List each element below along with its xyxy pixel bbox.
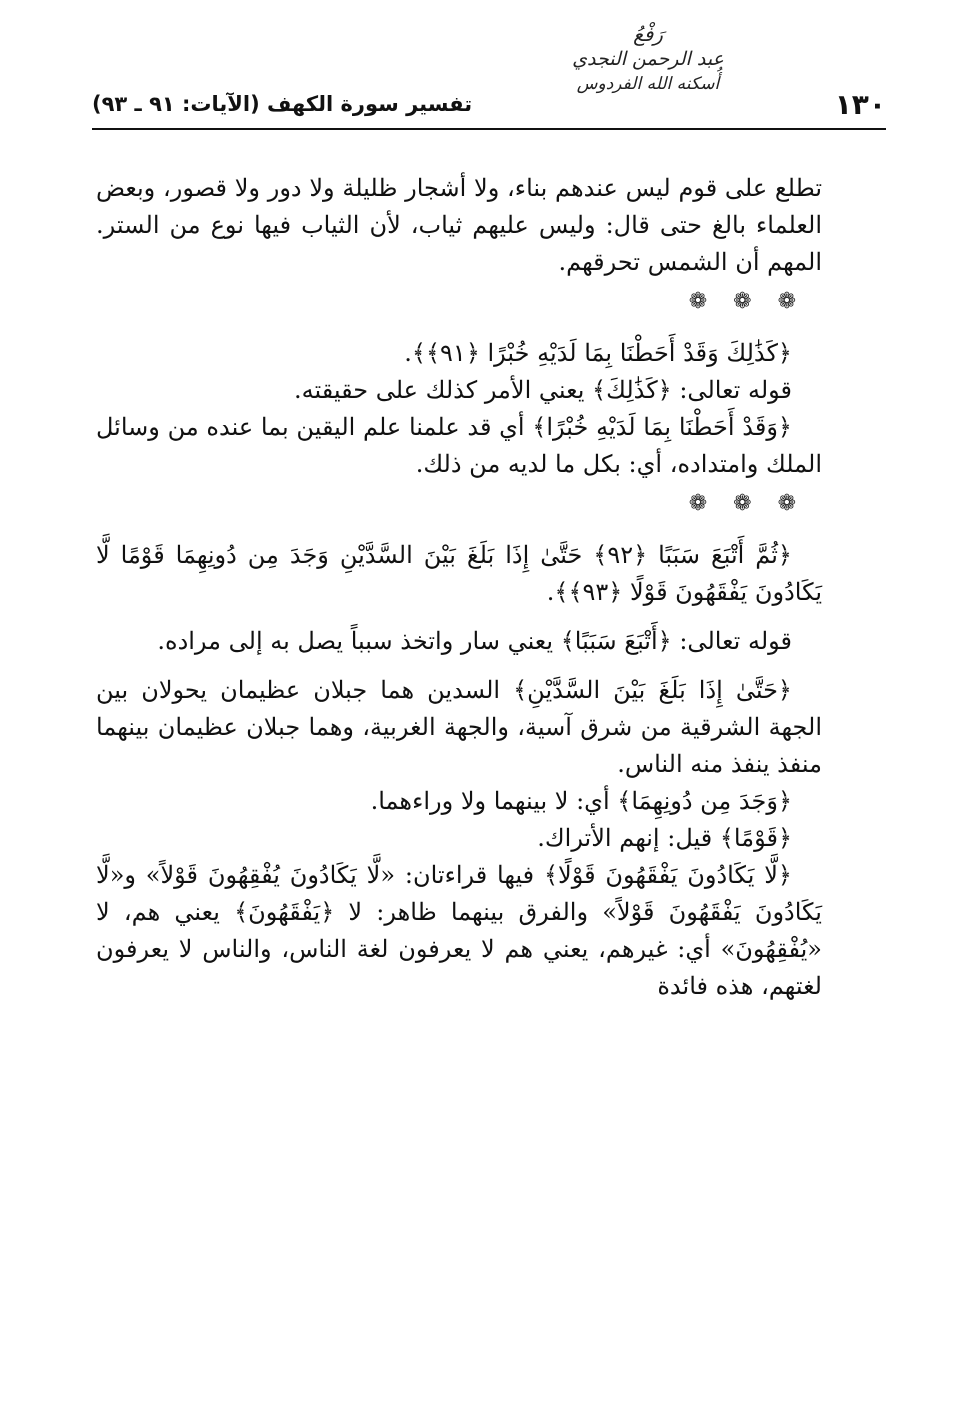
divider-ornament-icon: ❁ — [688, 491, 734, 516]
paragraph-6: ﴿وَجَدَ مِن دُونِهِمَا﴾ أي: لا بينهما ولا وراءهما. — [370, 787, 792, 815]
stamp-line-2: عبد الرحمن النجدي — [572, 48, 724, 70]
paragraph-8: ﴿لَّا يَكَادُونَ يَفْقَهُونَ قَوْلًا﴾ فيها قراءتان: «لَّا يَكَادُونَ يُفْقِهُونَ قَوْلاً» و«لَّا يَكَادُونَ يَفْقَهُونَ قَوْلاً» والفرق بينهما ظاهر: لا ﴿يَفْقَهُونَ﴾ يعني هم، لا «يُفْقِهُونَ» أي: غيرهم، يعني هم لا يعرفون لغة الناس، والناس لا يعرفون لغتهم، هذه فائدة — [96, 861, 822, 1000]
paragraph-4: قوله تعالى: ﴿أَتْبَعَ سَبَبًا﴾ يعني سار واتخذ سبباً يصل به إلى مراده. — [157, 627, 792, 655]
stamp-line-3: أُسكنه الله الفردوس — [576, 74, 720, 94]
verse-91: ﴿كَذَٰلِكَ وَقَدْ أَحَطْنَا بِمَا لَدَيْهِ خُبْرًا ﴿٩١﴾﴾. — [404, 339, 792, 367]
divider-ornament-icon: ❁ — [777, 491, 822, 516]
divider-ornament-icon: ❁ — [688, 289, 734, 314]
verse-92-93: ﴿ثُمَّ أَتْبَعَ سَبَبًا ﴿٩٢﴾ حَتَّىٰ إِذَا بَلَغَ بَيْنَ السَّدَّيْنِ وَجَدَ مِن دُونِهِمَا قَوْمًا لَّا يَكَادُونَ يَفْقَهُونَ قَوْلًا ﴿٩٣﴾﴾. — [96, 541, 822, 606]
running-title: تفسير سورة الكهف (الآيات: ٩١ ـ ٩٣) — [92, 92, 473, 116]
paragraph-1: تطلع على قوم ليس عندهم بناء، ولا أشجار ظليلة ولا دور ولا قصور، وبعض العلماء بالغ حتى قال: وليس عليهم ثياب، لأن الثياب فيها نوع من الستر. المهم أن الشمس تحرقهم. — [96, 174, 822, 276]
stamp-line-1: رَفْعُ — [633, 22, 663, 46]
paragraph-3: ﴿وَقَدْ أَحَطْنَا بِمَا لَدَيْهِ خُبْرًا﴾ أي قد علمنا علم اليقين بما عنده من وسائل الملك وامتداده، أي: بكل ما لديه من ذلك. — [96, 413, 822, 478]
paragraph-5: ﴿حَتَّىٰ إِذَا بَلَغَ بَيْنَ السَّدَّيْنِ﴾ السدين هما جبلان عظيمان يحولان بين الجهة الشرقية من شرق آسية، والجهة الغربية، وهما جبلان عظيمان بينهما منفذ ينفذ منه الناس. — [96, 676, 822, 778]
section-divider-2 — [96, 489, 822, 519]
section-divider-1 — [96, 287, 822, 317]
page-body — [96, 170, 822, 1005]
divider-ornament-icon: ❁ — [777, 289, 822, 314]
divider-ornament-icon: ❁ — [733, 289, 778, 314]
divider-ornament-icon: ❁ — [733, 491, 778, 516]
page-number: ١٣٠ — [834, 88, 886, 121]
header-rule — [92, 128, 886, 130]
paragraph-7: ﴿قَوْمًا﴾ قيل: إنهم الأتراك. — [537, 824, 792, 852]
paragraph-2: قوله تعالى: ﴿كَذَٰلِكَ﴾ يعني الأمر كذلك على حقيقته. — [294, 376, 792, 404]
page-header — [92, 86, 886, 130]
